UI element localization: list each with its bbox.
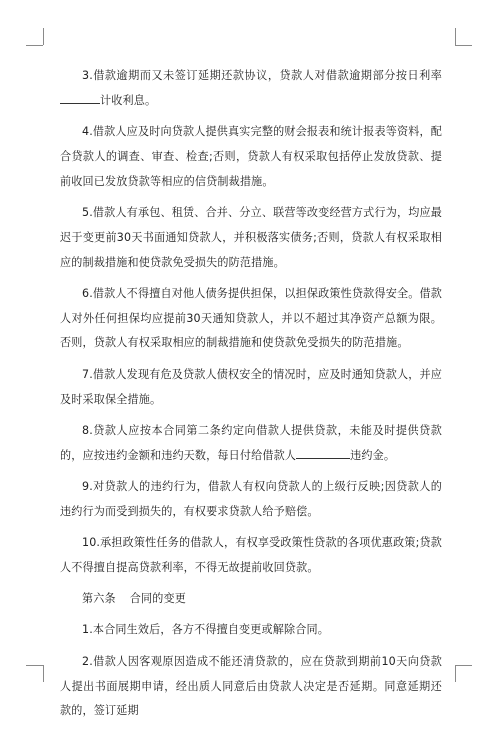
clause-paragraph — [60, 419, 442, 469]
fill-in-blank — [60, 91, 100, 104]
clause-text: 3.借款逾期而又未签订延期还款协议，贷款人对借款逾期部分按日利率 — [82, 69, 442, 82]
section-heading — [60, 587, 442, 612]
clause-paragraph — [60, 475, 442, 525]
clause-paragraph — [60, 618, 442, 643]
crop-mark-bottom-left — [26, 665, 43, 666]
clause-paragraph — [60, 282, 442, 356]
clause-paragraph — [60, 201, 442, 275]
crop-mark-top-right — [455, 28, 456, 45]
crop-mark-top-left — [26, 45, 43, 46]
crop-mark-bottom-right — [455, 665, 472, 666]
clause-text: 6.借款人不得擅自对他人债务提供担保，以担保政策性贷款得安全。借款人对外任何担保均应提前30天通知贷款人，并以不超过其净资产总额为限。否则，贷款人有权采取相应的制裁措施和使贷款免受损失的防范措施。 — [60, 286, 442, 350]
clause-text: 9.对贷款人的违约行为，借款人有权向贷款人的上级行反映;因贷款人的违约行为而受到损失的，有权要求贷款人给予赔偿。 — [60, 479, 442, 518]
clause-text-continued: 计收利息。 — [100, 93, 157, 107]
clause-text: 10.承担政策性任务的借款人，有权享受政策性贷款的各项优惠政策;贷款人不得擅自提高贷款利率，不得无故提前收回贷款。 — [60, 536, 442, 574]
clause-text: 4.借款人应及时向贷款人提供真实完整的财会报表和统计报表等资料，配合贷款人的调查、审查、检查;否则，贷款人有权采取包括停止发放贷款、提前收回已发放贷款等相应的信贷制裁措施。 — [60, 125, 442, 188]
clause-paragraph — [60, 650, 442, 724]
section-title: 合同的变更 — [129, 592, 186, 606]
section-number: 第六条 — [82, 592, 116, 606]
crop-mark-bottom-right — [455, 665, 456, 682]
clause-paragraph — [60, 531, 442, 581]
clause-paragraph — [60, 64, 442, 114]
clause-text-continued: 违约金。 — [350, 448, 396, 462]
clause-paragraph — [60, 363, 442, 413]
clause-text: 8.贷款人应按本合同第二条约定向借款人提供贷款，未能及时提供贷款的，应按违约金额和违约天数，每日付给借款人 — [60, 423, 442, 462]
clause-text: 7.借款人发现有危及贷款人债权安全的情况时，应及时通知贷款人，并应及时采取保全措施。 — [60, 367, 442, 406]
crop-mark-bottom-left — [43, 665, 44, 682]
clause-text: 1.本合同生效后，各方不得擅自变更或解除合同。 — [82, 623, 330, 637]
document-body — [60, 64, 442, 731]
clause-text: 2.借款人因客观原因造成不能还清贷款的，应在贷款到期前10天向贷款人提出书面展期申请，经出质人同意后由贷款人决定是否延期。同意延期还款的，签订延期 — [60, 654, 442, 718]
fill-in-blank — [296, 446, 350, 459]
crop-mark-top-left — [43, 28, 44, 45]
clause-text: 5.借款人有承包、租赁、合并、分立、联营等改变经营方式行为，均应最迟于变更前30天书面通知贷款人，并积极落实债务;否则，贷款人有权采取相应的制裁措施和使贷款免受损失的防范措施。 — [60, 205, 442, 269]
clause-paragraph — [60, 120, 442, 194]
crop-mark-top-right — [455, 45, 472, 46]
